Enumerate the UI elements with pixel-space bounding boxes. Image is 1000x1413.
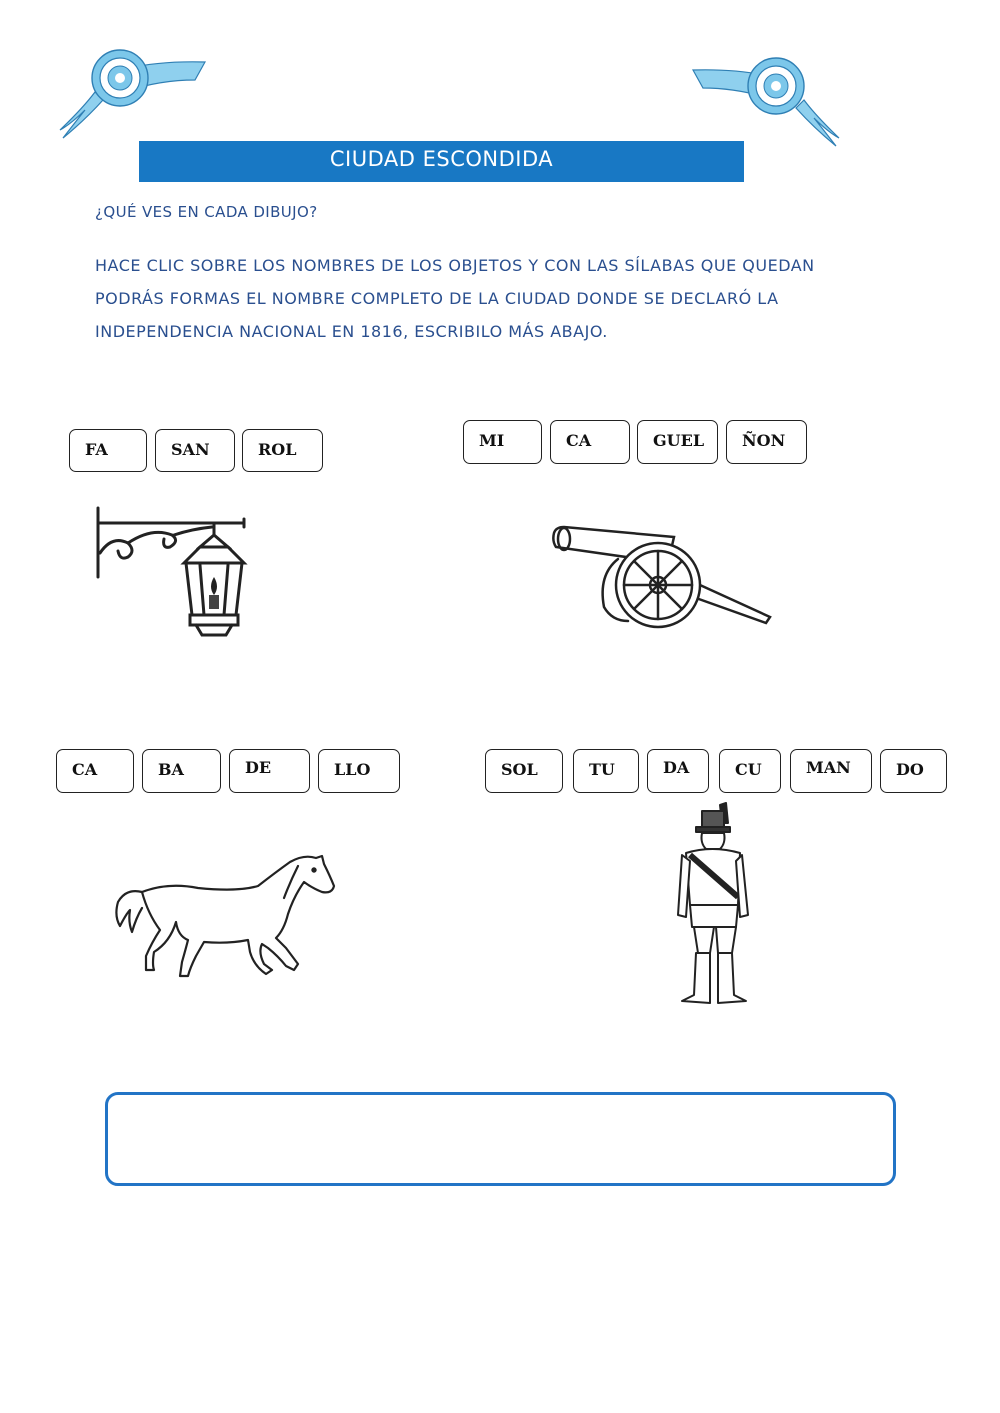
instruction-line: PODRÁS FORMAS EL NOMBRE COMPLETO DE LA CIUDAD DONDE SE DECLARÓ LA <box>95 289 779 308</box>
soldier-icon <box>676 803 756 1008</box>
syllable-button[interactable]: CA <box>550 420 630 464</box>
syllable-button[interactable]: CA <box>56 749 134 793</box>
syllable-button[interactable]: ÑON <box>726 420 807 464</box>
syllable-button[interactable]: GUEL <box>637 420 718 464</box>
syllable-button[interactable]: DO <box>880 749 947 793</box>
syllable-button[interactable]: CU <box>719 749 781 793</box>
lantern-icon <box>92 505 262 645</box>
syllable-button[interactable]: SAN <box>155 429 235 472</box>
syllable-button[interactable]: MAN <box>790 749 872 793</box>
instructions <box>95 249 925 348</box>
instruction-line: HACE CLIC SOBRE LOS NOMBRES DE LOS OBJETOS Y CON LAS SÍLABAS QUE QUEDAN <box>95 256 815 275</box>
rosette-left-icon <box>55 40 215 150</box>
syllable-button[interactable]: SOL <box>485 749 563 793</box>
syllable-button[interactable]: ROL <box>242 429 323 472</box>
syllable-button[interactable]: DE <box>229 749 310 793</box>
instruction-line: INDEPENDENCIA NACIONAL EN 1816, ESCRIBILO MÁS ABAJO. <box>95 322 608 341</box>
syllable-button[interactable]: MI <box>463 420 542 464</box>
syllable-button[interactable]: LLO <box>318 749 400 793</box>
syllable-button[interactable]: TU <box>573 749 639 793</box>
syllable-button[interactable]: DA <box>647 749 709 793</box>
page-title: CIUDAD ESCONDIDA <box>329 147 554 171</box>
syllable-button[interactable]: FA <box>69 429 147 472</box>
answer-input[interactable] <box>105 1092 896 1186</box>
horse-icon <box>108 852 338 982</box>
question-text: ¿QUÉ VES EN CADA DIBUJO? <box>95 203 318 221</box>
syllable-button[interactable]: BA <box>142 749 221 793</box>
cannon-icon <box>548 515 778 635</box>
